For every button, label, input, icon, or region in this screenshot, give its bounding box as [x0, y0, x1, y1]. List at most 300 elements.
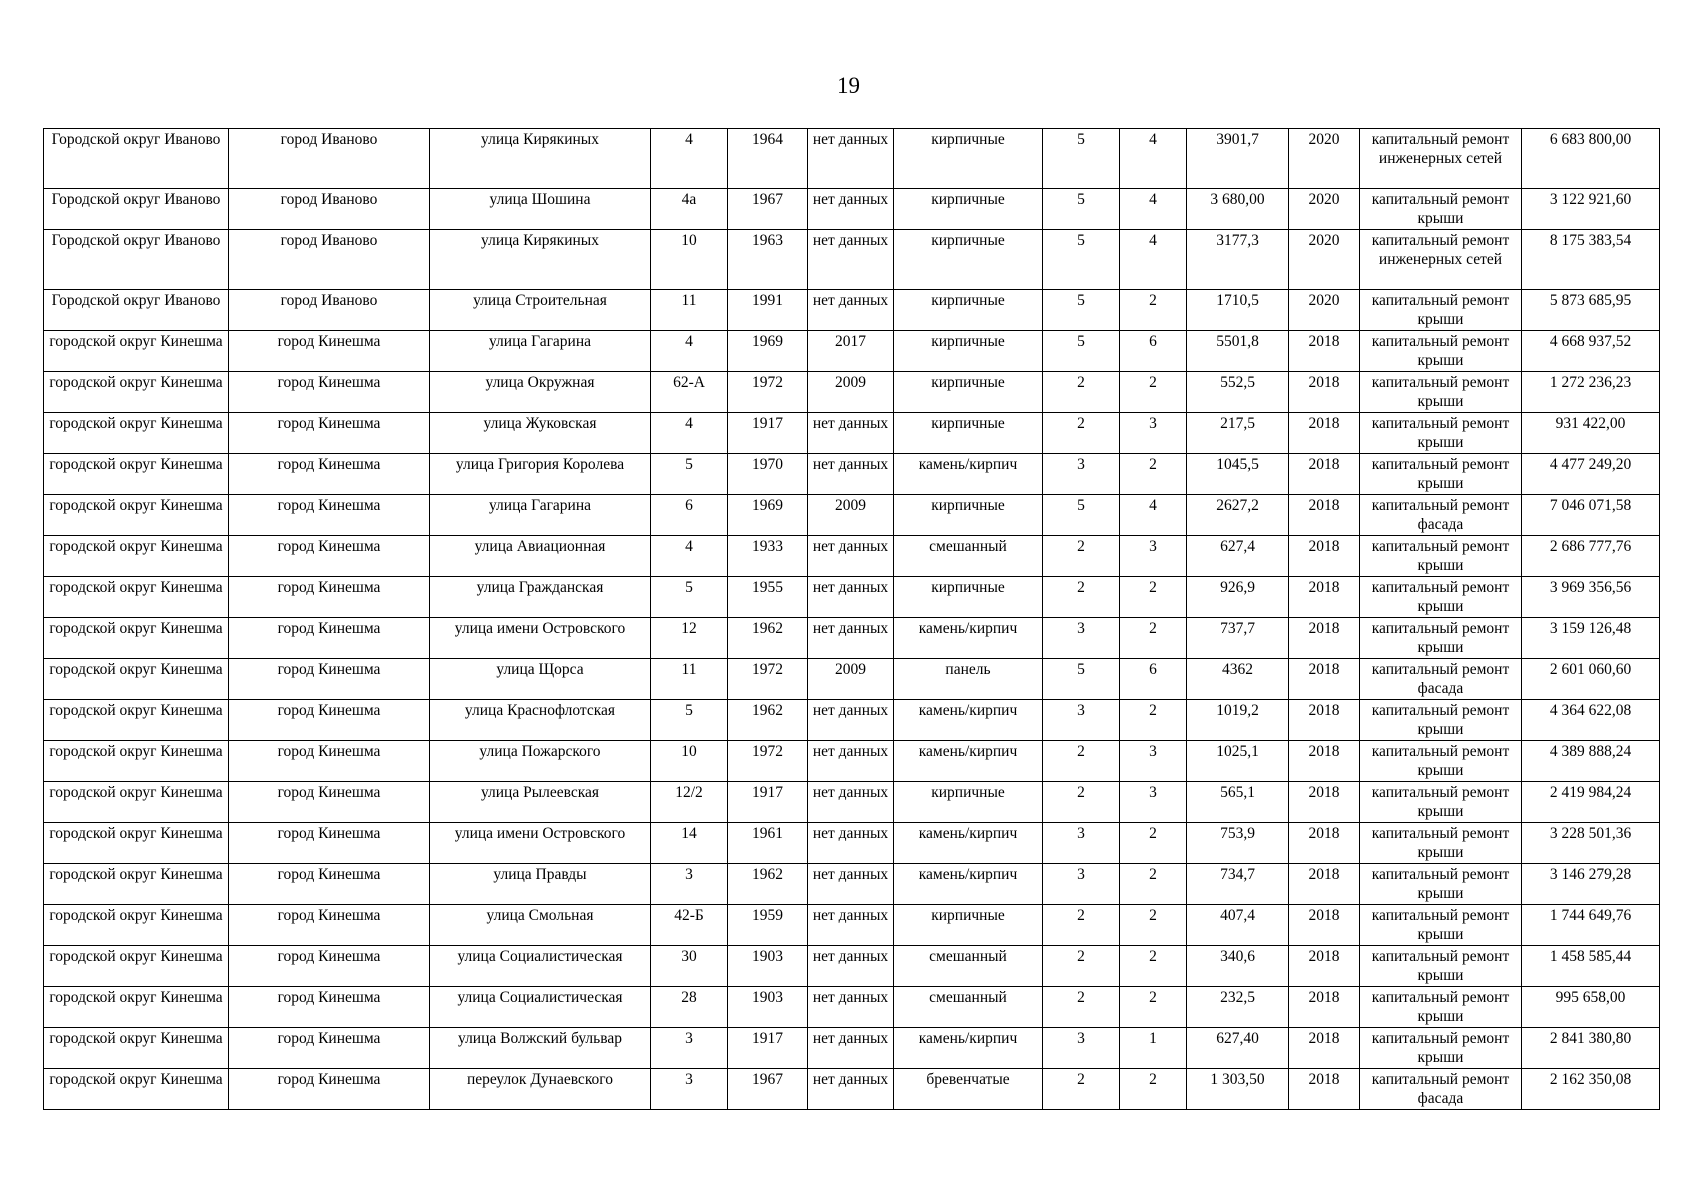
wall-material-cell: камень/кирпич — [894, 618, 1043, 659]
plan-year-cell: 2018 — [1289, 905, 1360, 946]
plan-year-cell: 2018 — [1289, 577, 1360, 618]
area-cell: 217,5 — [1187, 413, 1289, 454]
last-repair-cell: нет данных — [808, 230, 894, 290]
cost-cell: 1 458 585,44 — [1522, 946, 1660, 987]
floors-cell: 5 — [1043, 331, 1120, 372]
floors-cell: 3 — [1043, 618, 1120, 659]
okrug-cell: Городской округ Иваново — [44, 230, 229, 290]
table-row — [44, 331, 1660, 372]
city-cell: город Кинешма — [229, 454, 430, 495]
cost-cell: 4 364 622,08 — [1522, 700, 1660, 741]
cost-cell: 7 046 071,58 — [1522, 495, 1660, 536]
area-cell: 3177,3 — [1187, 230, 1289, 290]
house-number-cell: 6 — [651, 495, 728, 536]
area-cell: 1 303,50 — [1187, 1069, 1289, 1110]
city-cell: город Кинешма — [229, 700, 430, 741]
cost-cell: 8 175 383,54 — [1522, 230, 1660, 290]
okrug-cell: городской округ Кинешма — [44, 495, 229, 536]
okrug-cell: городской округ Кинешма — [44, 659, 229, 700]
wall-material-cell: камень/кирпич — [894, 823, 1043, 864]
entrances-cell: 2 — [1120, 1069, 1187, 1110]
table-row — [44, 741, 1660, 782]
okrug-cell: городской округ Кинешма — [44, 577, 229, 618]
cost-cell: 4 477 249,20 — [1522, 454, 1660, 495]
entrances-cell: 3 — [1120, 782, 1187, 823]
area-cell: 737,7 — [1187, 618, 1289, 659]
cost-cell: 995 658,00 — [1522, 987, 1660, 1028]
entrances-cell: 4 — [1120, 189, 1187, 230]
house-number-cell: 3 — [651, 864, 728, 905]
year-built-cell: 1962 — [728, 618, 808, 659]
area-cell: 1025,1 — [1187, 741, 1289, 782]
okrug-cell: городской округ Кинешма — [44, 1069, 229, 1110]
year-built-cell: 1955 — [728, 577, 808, 618]
last-repair-cell: нет данных — [808, 577, 894, 618]
last-repair-cell: нет данных — [808, 1069, 894, 1110]
house-number-cell: 4 — [651, 413, 728, 454]
year-built-cell: 1972 — [728, 741, 808, 782]
house-number-cell: 42-Б — [651, 905, 728, 946]
year-built-cell: 1970 — [728, 454, 808, 495]
okrug-cell: городской округ Кинешма — [44, 700, 229, 741]
plan-year-cell: 2018 — [1289, 536, 1360, 577]
cost-cell: 2 419 984,24 — [1522, 782, 1660, 823]
last-repair-cell: нет данных — [808, 700, 894, 741]
table-row — [44, 536, 1660, 577]
house-number-cell: 5 — [651, 454, 728, 495]
okrug-cell: Городской округ Иваново — [44, 290, 229, 331]
area-cell: 4362 — [1187, 659, 1289, 700]
street-cell: улица имени Островского — [430, 618, 651, 659]
table-row — [44, 1069, 1660, 1110]
entrances-cell: 4 — [1120, 129, 1187, 189]
work-type-cell: капитальный ремонт крыши — [1360, 741, 1522, 782]
table-row — [44, 129, 1660, 189]
cost-cell: 4 389 888,24 — [1522, 741, 1660, 782]
floors-cell: 2 — [1043, 536, 1120, 577]
city-cell: город Кинешма — [229, 782, 430, 823]
house-number-cell: 4 — [651, 331, 728, 372]
last-repair-cell: 2017 — [808, 331, 894, 372]
city-cell: город Кинешма — [229, 905, 430, 946]
area-cell: 1019,2 — [1187, 700, 1289, 741]
table-body — [44, 129, 1660, 1110]
floors-cell: 2 — [1043, 413, 1120, 454]
last-repair-cell: нет данных — [808, 290, 894, 331]
floors-cell: 3 — [1043, 864, 1120, 905]
entrances-cell: 2 — [1120, 823, 1187, 864]
street-cell: улица Шошина — [430, 189, 651, 230]
house-number-cell: 4а — [651, 189, 728, 230]
table-row — [44, 782, 1660, 823]
cost-cell: 1 744 649,76 — [1522, 905, 1660, 946]
entrances-cell: 2 — [1120, 290, 1187, 331]
street-cell: переулок Дунаевского — [430, 1069, 651, 1110]
area-cell: 340,6 — [1187, 946, 1289, 987]
table-row — [44, 864, 1660, 905]
work-type-cell: капитальный ремонт крыши — [1360, 823, 1522, 864]
wall-material-cell: камень/кирпич — [894, 741, 1043, 782]
entrances-cell: 2 — [1120, 864, 1187, 905]
work-type-cell: капитальный ремонт инженерных сетей — [1360, 230, 1522, 290]
year-built-cell: 1903 — [728, 946, 808, 987]
last-repair-cell: нет данных — [808, 454, 894, 495]
area-cell: 1710,5 — [1187, 290, 1289, 331]
work-type-cell: капитальный ремонт фасада — [1360, 495, 1522, 536]
street-cell: улица Щорса — [430, 659, 651, 700]
wall-material-cell: кирпичные — [894, 230, 1043, 290]
area-cell: 627,40 — [1187, 1028, 1289, 1069]
house-number-cell: 30 — [651, 946, 728, 987]
table-row — [44, 577, 1660, 618]
house-number-cell: 4 — [651, 536, 728, 577]
year-built-cell: 1917 — [728, 1028, 808, 1069]
plan-year-cell: 2018 — [1289, 1028, 1360, 1069]
wall-material-cell: кирпичные — [894, 413, 1043, 454]
last-repair-cell: нет данных — [808, 129, 894, 189]
okrug-cell: городской округ Кинешма — [44, 905, 229, 946]
okrug-cell: Городской округ Иваново — [44, 189, 229, 230]
work-type-cell: капитальный ремонт крыши — [1360, 189, 1522, 230]
table-row — [44, 946, 1660, 987]
work-type-cell: капитальный ремонт фасада — [1360, 1069, 1522, 1110]
okrug-cell: городской округ Кинешма — [44, 413, 229, 454]
last-repair-cell: нет данных — [808, 864, 894, 905]
house-number-cell: 3 — [651, 1069, 728, 1110]
year-built-cell: 1917 — [728, 782, 808, 823]
okrug-cell: городской округ Кинешма — [44, 536, 229, 577]
floors-cell: 2 — [1043, 905, 1120, 946]
okrug-cell: городской округ Кинешма — [44, 331, 229, 372]
house-number-cell: 62-А — [651, 372, 728, 413]
street-cell: улица Волжский бульвар — [430, 1028, 651, 1069]
house-number-cell: 12 — [651, 618, 728, 659]
table-row — [44, 454, 1660, 495]
entrances-cell: 2 — [1120, 946, 1187, 987]
last-repair-cell: нет данных — [808, 782, 894, 823]
work-type-cell: капитальный ремонт крыши — [1360, 700, 1522, 741]
plan-year-cell: 2018 — [1289, 495, 1360, 536]
last-repair-cell: 2009 — [808, 659, 894, 700]
table-row — [44, 413, 1660, 454]
plan-year-cell: 2018 — [1289, 741, 1360, 782]
entrances-cell: 2 — [1120, 618, 1187, 659]
street-cell: улица Краснофлотская — [430, 700, 651, 741]
work-type-cell: капитальный ремонт фасада — [1360, 659, 1522, 700]
plan-year-cell: 2018 — [1289, 659, 1360, 700]
city-cell: город Иваново — [229, 189, 430, 230]
okrug-cell: городской округ Кинешма — [44, 864, 229, 905]
house-number-cell: 10 — [651, 230, 728, 290]
cost-cell: 2 162 350,08 — [1522, 1069, 1660, 1110]
floors-cell: 5 — [1043, 290, 1120, 331]
area-cell: 734,7 — [1187, 864, 1289, 905]
entrances-cell: 3 — [1120, 741, 1187, 782]
entrances-cell: 3 — [1120, 536, 1187, 577]
area-cell: 407,4 — [1187, 905, 1289, 946]
house-number-cell: 28 — [651, 987, 728, 1028]
plan-year-cell: 2018 — [1289, 413, 1360, 454]
area-cell: 753,9 — [1187, 823, 1289, 864]
okrug-cell: городской округ Кинешма — [44, 823, 229, 864]
work-type-cell: капитальный ремонт крыши — [1360, 946, 1522, 987]
city-cell: город Кинешма — [229, 413, 430, 454]
last-repair-cell: нет данных — [808, 823, 894, 864]
floors-cell: 5 — [1043, 495, 1120, 536]
wall-material-cell: кирпичные — [894, 331, 1043, 372]
area-cell: 3901,7 — [1187, 129, 1289, 189]
house-number-cell: 4 — [651, 129, 728, 189]
last-repair-cell: нет данных — [808, 987, 894, 1028]
street-cell: улица Правды — [430, 864, 651, 905]
last-repair-cell: нет данных — [808, 618, 894, 659]
work-type-cell: капитальный ремонт крыши — [1360, 782, 1522, 823]
cost-cell: 2 841 380,80 — [1522, 1028, 1660, 1069]
okrug-cell: городской округ Кинешма — [44, 1028, 229, 1069]
year-built-cell: 1933 — [728, 536, 808, 577]
work-type-cell: капитальный ремонт крыши — [1360, 618, 1522, 659]
street-cell: улица Рылеевская — [430, 782, 651, 823]
city-cell: город Кинешма — [229, 372, 430, 413]
area-cell: 5501,8 — [1187, 331, 1289, 372]
floors-cell: 3 — [1043, 700, 1120, 741]
city-cell: город Кинешма — [229, 1069, 430, 1110]
area-cell: 1045,5 — [1187, 454, 1289, 495]
house-number-cell: 12/2 — [651, 782, 728, 823]
city-cell: город Кинешма — [229, 1028, 430, 1069]
house-number-cell: 11 — [651, 290, 728, 331]
year-built-cell: 1969 — [728, 331, 808, 372]
plan-year-cell: 2018 — [1289, 372, 1360, 413]
last-repair-cell: нет данных — [808, 413, 894, 454]
table-row — [44, 823, 1660, 864]
street-cell: улица Социалистическая — [430, 946, 651, 987]
wall-material-cell: кирпичные — [894, 577, 1043, 618]
entrances-cell: 4 — [1120, 230, 1187, 290]
city-cell: город Иваново — [229, 230, 430, 290]
last-repair-cell: нет данных — [808, 1028, 894, 1069]
work-type-cell: капитальный ремонт крыши — [1360, 413, 1522, 454]
city-cell: город Кинешма — [229, 659, 430, 700]
street-cell: улица Кирякиных — [430, 129, 651, 189]
wall-material-cell: кирпичные — [894, 189, 1043, 230]
year-built-cell: 1963 — [728, 230, 808, 290]
table-row — [44, 189, 1660, 230]
year-built-cell: 1964 — [728, 129, 808, 189]
okrug-cell: городской округ Кинешма — [44, 741, 229, 782]
plan-year-cell: 2020 — [1289, 129, 1360, 189]
area-cell: 552,5 — [1187, 372, 1289, 413]
entrances-cell: 2 — [1120, 454, 1187, 495]
cost-cell: 931 422,00 — [1522, 413, 1660, 454]
table-row — [44, 1028, 1660, 1069]
street-cell: улица Строительная — [430, 290, 651, 331]
table-row — [44, 987, 1660, 1028]
street-cell: улица Гагарина — [430, 495, 651, 536]
work-type-cell: капитальный ремонт крыши — [1360, 864, 1522, 905]
cost-cell: 2 601 060,60 — [1522, 659, 1660, 700]
plan-year-cell: 2020 — [1289, 189, 1360, 230]
year-built-cell: 1962 — [728, 864, 808, 905]
table-row — [44, 618, 1660, 659]
area-cell: 2627,2 — [1187, 495, 1289, 536]
city-cell: город Кинешма — [229, 741, 430, 782]
table-row — [44, 372, 1660, 413]
floors-cell: 2 — [1043, 372, 1120, 413]
house-number-cell: 5 — [651, 577, 728, 618]
house-number-cell: 14 — [651, 823, 728, 864]
plan-year-cell: 2018 — [1289, 1069, 1360, 1110]
cost-cell: 2 686 777,76 — [1522, 536, 1660, 577]
street-cell: улица Кирякиных — [430, 230, 651, 290]
floors-cell: 2 — [1043, 741, 1120, 782]
entrances-cell: 2 — [1120, 372, 1187, 413]
floors-cell: 5 — [1043, 230, 1120, 290]
wall-material-cell: кирпичные — [894, 372, 1043, 413]
street-cell: улица Смольная — [430, 905, 651, 946]
city-cell: город Кинешма — [229, 495, 430, 536]
wall-material-cell: смешанный — [894, 987, 1043, 1028]
street-cell: улица Гражданская — [430, 577, 651, 618]
work-type-cell: капитальный ремонт крыши — [1360, 372, 1522, 413]
floors-cell: 3 — [1043, 454, 1120, 495]
work-type-cell: капитальный ремонт крыши — [1360, 536, 1522, 577]
floors-cell: 2 — [1043, 946, 1120, 987]
city-cell: город Кинешма — [229, 823, 430, 864]
plan-year-cell: 2018 — [1289, 987, 1360, 1028]
wall-material-cell: бревенчатые — [894, 1069, 1043, 1110]
city-cell: город Кинешма — [229, 864, 430, 905]
city-cell: город Кинешма — [229, 536, 430, 577]
city-cell: город Кинешма — [229, 331, 430, 372]
entrances-cell: 6 — [1120, 659, 1187, 700]
okrug-cell: городской округ Кинешма — [44, 782, 229, 823]
table-row — [44, 230, 1660, 290]
street-cell: улица имени Островского — [430, 823, 651, 864]
last-repair-cell: нет данных — [808, 905, 894, 946]
plan-year-cell: 2018 — [1289, 946, 1360, 987]
plan-year-cell: 2018 — [1289, 864, 1360, 905]
cost-cell: 1 272 236,23 — [1522, 372, 1660, 413]
street-cell: улица Жуковская — [430, 413, 651, 454]
area-cell: 565,1 — [1187, 782, 1289, 823]
year-built-cell: 1972 — [728, 659, 808, 700]
plan-year-cell: 2018 — [1289, 618, 1360, 659]
last-repair-cell: нет данных — [808, 189, 894, 230]
okrug-cell: городской округ Кинешма — [44, 454, 229, 495]
wall-material-cell: кирпичные — [894, 905, 1043, 946]
city-cell: город Кинешма — [229, 987, 430, 1028]
house-number-cell: 3 — [651, 1028, 728, 1069]
area-cell: 926,9 — [1187, 577, 1289, 618]
city-cell: город Кинешма — [229, 946, 430, 987]
cost-cell: 3 159 126,48 — [1522, 618, 1660, 659]
entrances-cell: 2 — [1120, 987, 1187, 1028]
city-cell: город Кинешма — [229, 618, 430, 659]
city-cell: город Кинешма — [229, 577, 430, 618]
wall-material-cell: смешанный — [894, 946, 1043, 987]
city-cell: город Иваново — [229, 290, 430, 331]
floors-cell: 2 — [1043, 782, 1120, 823]
floors-cell: 2 — [1043, 987, 1120, 1028]
floors-cell: 5 — [1043, 189, 1120, 230]
okrug-cell: Городской округ Иваново — [44, 129, 229, 189]
floors-cell: 5 — [1043, 659, 1120, 700]
plan-year-cell: 2020 — [1289, 290, 1360, 331]
entrances-cell: 6 — [1120, 331, 1187, 372]
area-cell: 3 680,00 — [1187, 189, 1289, 230]
house-number-cell: 10 — [651, 741, 728, 782]
wall-material-cell: кирпичные — [894, 290, 1043, 331]
table-row — [44, 290, 1660, 331]
work-type-cell: капитальный ремонт крыши — [1360, 987, 1522, 1028]
year-built-cell: 1972 — [728, 372, 808, 413]
cost-cell: 3 122 921,60 — [1522, 189, 1660, 230]
floors-cell: 2 — [1043, 1069, 1120, 1110]
cost-cell: 3 228 501,36 — [1522, 823, 1660, 864]
wall-material-cell: кирпичные — [894, 495, 1043, 536]
street-cell: улица Пожарского — [430, 741, 651, 782]
street-cell: улица Григория Королева — [430, 454, 651, 495]
street-cell: улица Гагарина — [430, 331, 651, 372]
last-repair-cell: 2009 — [808, 495, 894, 536]
plan-year-cell: 2018 — [1289, 823, 1360, 864]
work-type-cell: капитальный ремонт крыши — [1360, 331, 1522, 372]
cost-cell: 3 146 279,28 — [1522, 864, 1660, 905]
work-type-cell: капитальный ремонт крыши — [1360, 454, 1522, 495]
year-built-cell: 1962 — [728, 700, 808, 741]
plan-year-cell: 2018 — [1289, 331, 1360, 372]
year-built-cell: 1991 — [728, 290, 808, 331]
cost-cell: 6 683 800,00 — [1522, 129, 1660, 189]
floors-cell: 3 — [1043, 1028, 1120, 1069]
floors-cell: 2 — [1043, 577, 1120, 618]
street-cell: улица Окружная — [430, 372, 651, 413]
cost-cell: 5 873 685,95 — [1522, 290, 1660, 331]
cost-cell: 3 969 356,56 — [1522, 577, 1660, 618]
year-built-cell: 1959 — [728, 905, 808, 946]
work-type-cell: капитальный ремонт крыши — [1360, 905, 1522, 946]
floors-cell: 3 — [1043, 823, 1120, 864]
house-number-cell: 5 — [651, 700, 728, 741]
year-built-cell: 1967 — [728, 189, 808, 230]
table-row — [44, 905, 1660, 946]
year-built-cell: 1969 — [728, 495, 808, 536]
entrances-cell: 1 — [1120, 1028, 1187, 1069]
table-row — [44, 659, 1660, 700]
okrug-cell: городской округ Кинешма — [44, 987, 229, 1028]
year-built-cell: 1967 — [728, 1069, 808, 1110]
entrances-cell: 3 — [1120, 413, 1187, 454]
floors-cell: 5 — [1043, 129, 1120, 189]
entrances-cell: 2 — [1120, 577, 1187, 618]
work-type-cell: капитальный ремонт крыши — [1360, 577, 1522, 618]
entrances-cell: 4 — [1120, 495, 1187, 536]
cost-cell: 4 668 937,52 — [1522, 331, 1660, 372]
plan-year-cell: 2018 — [1289, 454, 1360, 495]
housing-repair-table — [43, 128, 1660, 1110]
table-row — [44, 495, 1660, 536]
last-repair-cell: нет данных — [808, 946, 894, 987]
wall-material-cell: кирпичные — [894, 129, 1043, 189]
okrug-cell: городской округ Кинешма — [44, 372, 229, 413]
wall-material-cell: панель — [894, 659, 1043, 700]
okrug-cell: городской округ Кинешма — [44, 618, 229, 659]
area-cell: 627,4 — [1187, 536, 1289, 577]
house-number-cell: 11 — [651, 659, 728, 700]
plan-year-cell: 2018 — [1289, 700, 1360, 741]
last-repair-cell: нет данных — [808, 536, 894, 577]
